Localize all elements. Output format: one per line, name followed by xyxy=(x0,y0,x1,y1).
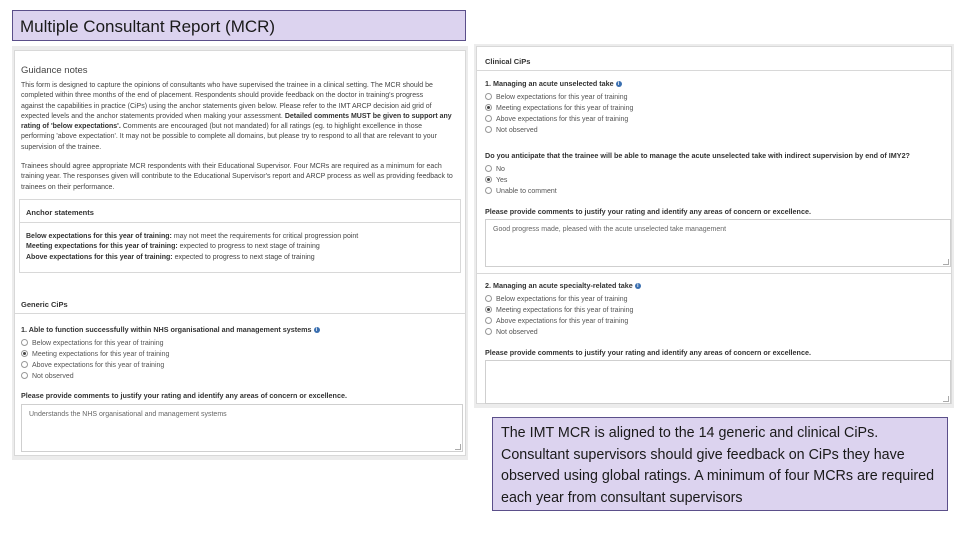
anchor-list xyxy=(26,232,456,263)
radio-icon[interactable] xyxy=(21,339,28,346)
generic-cips-heading: Generic CiPs xyxy=(21,300,68,309)
generic-q1-title: 1. Able to function successfully within NHS organisational and management systems i xyxy=(21,325,320,334)
anticipate-option-unable[interactable]: Unable to comment xyxy=(485,187,557,195)
slide-title: Multiple Consultant Report (MCR) xyxy=(20,17,276,36)
anchor-statements-card xyxy=(19,199,461,273)
radio-selected-icon[interactable] xyxy=(21,350,28,357)
summary-note-box xyxy=(492,417,948,511)
clinical-q1-option-below[interactable]: Below expectations for this year of training xyxy=(485,93,628,101)
clinical-q2-comment-prompt: Please provide comments to justify your rating and identify any areas of concern or excellence. xyxy=(485,348,811,357)
right-form-panel xyxy=(474,44,954,408)
radio-selected-icon[interactable] xyxy=(485,176,492,183)
guidance-heading: Guidance notes xyxy=(21,65,88,76)
info-icon[interactable]: i xyxy=(616,81,622,87)
radio-icon[interactable] xyxy=(485,126,492,133)
clinical-q1-comment-prompt: Please provide comments to justify your rating and identify any areas of concern or excellence. xyxy=(485,207,811,216)
anchor-above: Above expectations for this year of training: expected to progress to next stage of training xyxy=(26,253,315,261)
summary-note-text: The IMT MCR is aligned to the 14 generic and clinical CiPs. Consultant supervisors should give feedback on CiPs they have observed using global ratings. A minimum of four MCRs are required each year from consultant supervisors xyxy=(501,425,935,506)
clinical-q1-option-not-observed[interactable]: Not observed xyxy=(485,126,538,134)
anticipate-option-no[interactable]: No xyxy=(485,165,505,173)
slide-title-box xyxy=(12,10,466,41)
clinical-q1-title: 1. Managing an acute unselected take i xyxy=(485,79,622,88)
generic-q1-comment-textarea[interactable] xyxy=(21,404,463,452)
clinical-q1-option-meeting[interactable]: Meeting expectations for this year of training xyxy=(485,104,633,112)
anticipate-option-yes[interactable]: Yes xyxy=(485,176,507,184)
radio-icon[interactable] xyxy=(485,187,492,194)
left-form-panel xyxy=(12,46,468,460)
resize-grip-icon[interactable] xyxy=(943,396,949,402)
radio-icon[interactable] xyxy=(485,317,492,324)
radio-icon[interactable] xyxy=(485,115,492,122)
generic-q1-option-below[interactable]: Below expectations for this year of training xyxy=(21,339,164,347)
left-form-card xyxy=(14,50,466,456)
radio-icon[interactable] xyxy=(21,361,28,368)
clinical-q2-divider xyxy=(477,273,951,274)
anticipate-question: Do you anticipate that the trainee will be able to manage the acute unselected take with indirect supervision by end of IMY2? xyxy=(485,151,910,160)
info-icon[interactable]: i xyxy=(635,283,641,289)
radio-icon[interactable] xyxy=(485,328,492,335)
generic-q1-comment-prompt: Please provide comments to justify your rating and identify any areas of concern or excellence. xyxy=(21,391,347,400)
right-form-card xyxy=(476,46,952,404)
clinical-q2-title: 2. Managing an acute specialty-related take i xyxy=(485,281,641,290)
radio-icon[interactable] xyxy=(21,372,28,379)
guidance-paragraph-2: Trainees should agree appropriate MCR respondents with their Educational Supervisor. Four MCRs are required as a minimum for each training year. The responses given will contribute to the Educational Supervisor's report and ARCP process as well as providing feedback to trainees on their performance. xyxy=(21,163,453,191)
clinical-q2-comment-textarea[interactable] xyxy=(485,360,951,404)
guidance-paragraph-1: This form is designed to capture the opinions of consultants who have supervised the trainee in a clinical setting. The MCR should be completed within three months of the end of placement. Respondents should provide feedback on the doctor in training's progress against the capabilities in practice (CiPs) using the anchor statements given below. Please refer to the IMT ARCP decision aid grid of expected levels and the anchor statements provided when making your assessment. Detailed comments MUST be given to support any rating of 'below expectations'. Comments are encouraged (but not mandated) for all ratings (eg. to highlight excellence in those performing 'above expectation'. It may not be possible to complete all domains, but please try to respond to all that are relevant to your supervision of the trainee. xyxy=(21,82,452,151)
anchor-heading: Anchor statements xyxy=(26,208,94,217)
radio-icon[interactable] xyxy=(485,165,492,172)
clinical-q2-option-not-observed[interactable]: Not observed xyxy=(485,328,538,336)
resize-grip-icon[interactable] xyxy=(455,444,461,450)
generic-divider xyxy=(15,313,465,314)
clinical-divider xyxy=(477,70,951,71)
radio-selected-icon[interactable] xyxy=(485,306,492,313)
generic-q1-option-meeting[interactable]: Meeting expectations for this year of training xyxy=(21,350,169,358)
anchor-meeting: Meeting expectations for this year of training: expected to progress to next stage of training xyxy=(26,243,320,251)
radio-icon[interactable] xyxy=(485,295,492,302)
info-icon[interactable]: i xyxy=(314,327,320,333)
clinical-q2-option-meeting[interactable]: Meeting expectations for this year of training xyxy=(485,306,633,314)
resize-grip-icon[interactable] xyxy=(943,259,949,265)
clinical-q1-option-above[interactable]: Above expectations for this year of training xyxy=(485,115,628,123)
radio-icon[interactable] xyxy=(485,93,492,100)
generic-q1-comment-value: Understands the NHS organisational and management systems xyxy=(29,411,227,418)
anchor-below: Below expectations for this year of training: may not meet the requirements for critical progression point xyxy=(26,233,359,240)
clinical-cips-heading: Clinical CiPs xyxy=(485,57,531,66)
generic-q1-option-not-observed[interactable]: Not observed xyxy=(21,372,74,380)
radio-selected-icon[interactable] xyxy=(485,104,492,111)
generic-q1-option-above[interactable]: Above expectations for this year of training xyxy=(21,361,164,369)
clinical-q1-comment-textarea[interactable] xyxy=(485,219,951,267)
clinical-q1-comment-value: Good progress made, pleased with the acute unselected take management xyxy=(493,226,727,233)
clinical-q2-option-below[interactable]: Below expectations for this year of training xyxy=(485,295,628,303)
clinical-q2-option-above[interactable]: Above expectations for this year of training xyxy=(485,317,628,325)
anchor-divider xyxy=(20,222,460,223)
